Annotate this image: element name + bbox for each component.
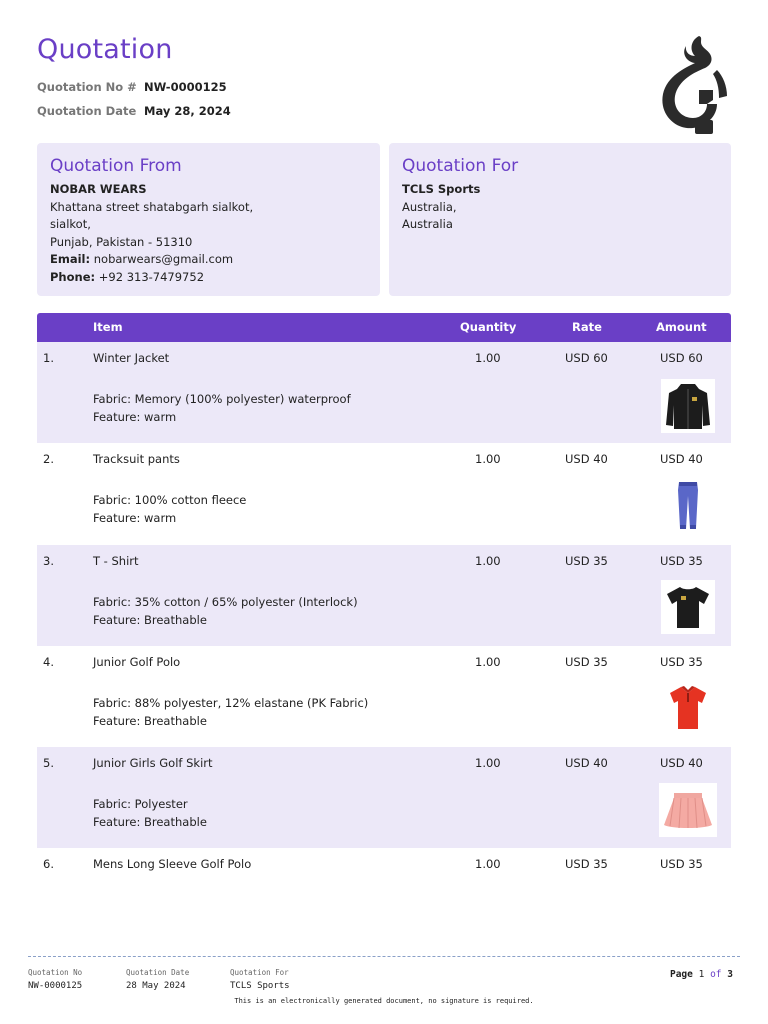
table-row bbox=[37, 747, 731, 848]
jacket-image-icon bbox=[661, 379, 715, 433]
header-rate: Rate bbox=[572, 320, 602, 334]
quotation-for-heading: Quotation For bbox=[402, 156, 519, 176]
row-amount: USD 35 bbox=[660, 857, 703, 871]
quotation-from-heading: Quotation From bbox=[50, 156, 182, 176]
row-quantity: 1.00 bbox=[475, 351, 501, 365]
row-amount: USD 40 bbox=[660, 452, 703, 466]
table-row bbox=[37, 646, 731, 747]
row-quantity: 1.00 bbox=[475, 655, 501, 669]
row-quantity: 1.00 bbox=[475, 756, 501, 770]
quotation-for-card bbox=[389, 143, 731, 296]
table-row bbox=[37, 342, 731, 443]
from-phone: Phone: +92 313-7479752 bbox=[50, 269, 205, 284]
row-description: Fabric: Polyester Feature: Breathable bbox=[93, 797, 207, 829]
quotation-from-card bbox=[37, 143, 380, 296]
from-email: Email: nobarwears@gmail.com bbox=[50, 252, 234, 266]
footer-quotation-number: Quotation No NW-0000125 bbox=[28, 968, 83, 991]
row-rate: USD 40 bbox=[565, 756, 608, 770]
footer-quotation-for: Quotation For TCLS Sports bbox=[230, 968, 290, 991]
row-rate: USD 60 bbox=[565, 351, 608, 365]
page-title: Quotation bbox=[37, 34, 173, 65]
header-amount: Amount bbox=[656, 320, 707, 334]
row-item: Tracksuit pants bbox=[93, 452, 180, 466]
row-item: Winter Jacket bbox=[93, 351, 170, 365]
pants-image-icon bbox=[661, 479, 715, 533]
quotation-number bbox=[37, 80, 227, 94]
row-amount: USD 40 bbox=[660, 756, 703, 770]
header-quantity: Quantity bbox=[460, 320, 517, 334]
row-item: T - Shirt bbox=[93, 554, 139, 568]
table-row bbox=[37, 545, 731, 646]
polo-image-icon bbox=[661, 681, 715, 735]
row-quantity: 1.00 bbox=[475, 857, 501, 871]
skirt-image-icon bbox=[659, 783, 717, 837]
row-quantity: 1.00 bbox=[475, 554, 501, 568]
for-address-line-1: Australia, bbox=[402, 199, 457, 214]
table-row bbox=[37, 443, 731, 545]
page-indicator: Page 1 of 3 bbox=[669, 969, 733, 980]
row-amount: USD 35 bbox=[660, 655, 703, 669]
tshirt-image-icon bbox=[661, 580, 715, 634]
from-address-line-1: Khattana street shatabgarh sialkot, bbox=[50, 199, 254, 214]
quotation-date bbox=[37, 104, 231, 118]
items-table bbox=[37, 313, 731, 888]
row-description: Fabric: 100% cotton fleece Feature: warm bbox=[93, 493, 247, 525]
row-item: Junior Girls Golf Skirt bbox=[93, 756, 213, 770]
row-number: 1. bbox=[43, 351, 54, 365]
row-description: Fabric: 88% polyester, 12% elastane (PK Fabric) Feature: Breathable bbox=[93, 696, 369, 728]
row-number: 5. bbox=[43, 756, 54, 770]
table-header bbox=[37, 313, 731, 342]
row-description: Fabric: Memory (100% polyester) waterproof Feature: warm bbox=[93, 392, 351, 424]
table-row bbox=[37, 848, 731, 888]
row-amount: USD 35 bbox=[660, 554, 703, 568]
quotation-date-value: May 28, 2024 bbox=[144, 104, 231, 118]
for-company: TCLS Sports bbox=[402, 182, 481, 196]
row-rate: USD 40 bbox=[565, 452, 608, 466]
quotation-date-label: Quotation Date bbox=[37, 104, 137, 118]
row-item: Junior Golf Polo bbox=[93, 655, 181, 669]
row-rate: USD 35 bbox=[565, 857, 608, 871]
row-item: Mens Long Sleeve Golf Polo bbox=[93, 857, 252, 871]
from-address-line-3: Punjab, Pakistan - 51310 bbox=[50, 234, 193, 249]
calligraphy-logo-icon bbox=[655, 30, 735, 138]
row-number: 3. bbox=[43, 554, 54, 568]
row-rate: USD 35 bbox=[565, 554, 608, 568]
footer-divider bbox=[28, 956, 740, 957]
header-item: Item bbox=[93, 320, 123, 334]
row-quantity: 1.00 bbox=[475, 452, 501, 466]
row-description: Fabric: 35% cotton / 65% polyester (Interlock) Feature: Breathable bbox=[93, 595, 358, 627]
for-address-line-2: Australia bbox=[402, 217, 453, 231]
footer-quotation-date: Quotation Date 28 May 2024 bbox=[126, 968, 190, 991]
from-company: NOBAR WEARS bbox=[50, 182, 147, 196]
quotation-number-value: NW-0000125 bbox=[144, 80, 227, 94]
footer-note: This is an electronically generated document, no signature is required. bbox=[234, 997, 534, 1005]
row-rate: USD 35 bbox=[565, 655, 608, 669]
from-address-line-2: sialkot, bbox=[50, 217, 91, 231]
row-amount: USD 60 bbox=[660, 351, 703, 365]
quotation-number-label: Quotation No # bbox=[37, 80, 137, 94]
row-number: 4. bbox=[43, 655, 54, 669]
row-number: 2. bbox=[43, 452, 54, 466]
row-number: 6. bbox=[43, 857, 54, 871]
